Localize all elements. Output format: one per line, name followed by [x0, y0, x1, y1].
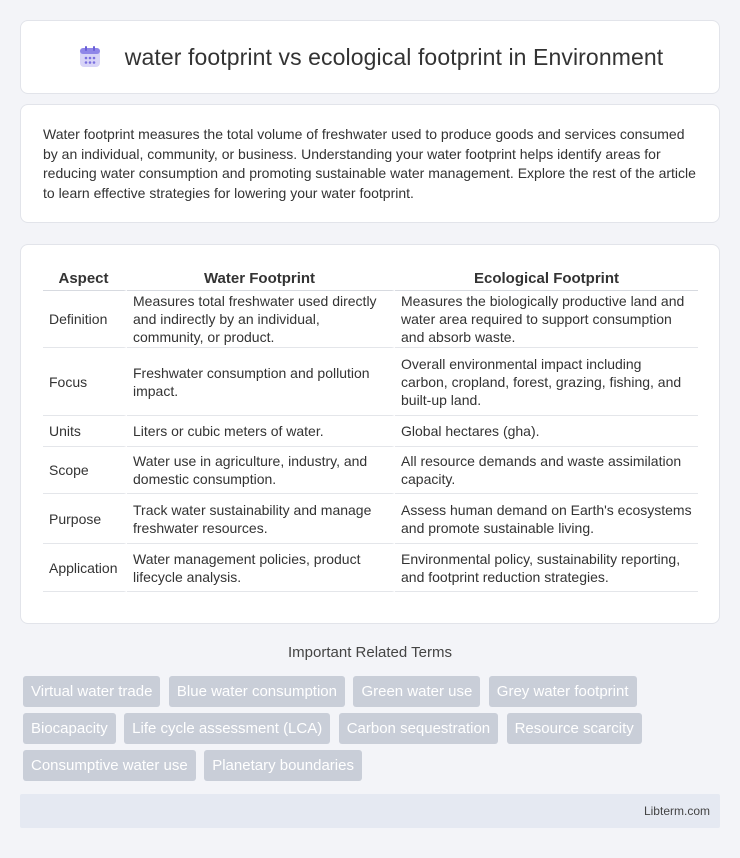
- related-tags: [23, 676, 723, 787]
- page-title: water footprint vs ecological footprint in Environment: [124, 43, 664, 70]
- intro-card: [20, 104, 720, 223]
- cell-eco: All resource demands and waste assimilation capacity.: [395, 447, 698, 494]
- cell-eco: Environmental policy, sustainability reporting, and footprint reduction strategies.: [395, 544, 698, 592]
- cell-aspect: Scope: [43, 447, 127, 494]
- cell-aspect: Application: [43, 544, 127, 592]
- table-row: [43, 544, 698, 592]
- tag-biocapacity[interactable]: Biocapacity: [23, 713, 116, 744]
- cell-aspect: Units: [43, 416, 127, 447]
- cell-eco: Assess human demand on Earth's ecosystems and promote sustainable living.: [395, 494, 698, 544]
- cell-water: Freshwater consumption and pollution impact.: [127, 348, 395, 416]
- tag-carbon-sequestration[interactable]: Carbon sequestration: [339, 713, 498, 744]
- cell-water: Measures total freshwater used directly and indirectly by an individual, community, or product.: [127, 291, 395, 348]
- table-row: [43, 291, 698, 348]
- tag-green-water-use[interactable]: Green water use: [353, 676, 480, 707]
- cell-eco: Overall environmental impact including carbon, cropland, forest, grazing, fishing, and built-up land.: [395, 348, 698, 416]
- table-row: [43, 416, 698, 447]
- tag-planetary-boundaries[interactable]: Planetary boundaries: [204, 750, 362, 781]
- table-row: [43, 494, 698, 544]
- table-row: [43, 348, 698, 416]
- cell-water: Track water sustainability and manage freshwater resources.: [127, 494, 395, 544]
- tag-grey-water-footprint[interactable]: Grey water footprint: [489, 676, 637, 707]
- cell-aspect: Purpose: [43, 494, 127, 544]
- calendar-icon: [77, 44, 103, 70]
- tag-blue-water-consumption[interactable]: Blue water consumption: [169, 676, 345, 707]
- comparison-card: [20, 244, 720, 624]
- footer: [20, 794, 720, 828]
- cell-aspect: Focus: [43, 348, 127, 416]
- cell-water: Liters or cubic meters of water.: [127, 416, 395, 447]
- cell-eco: Measures the biologically productive land and water area required to support consumption and absorb waste.: [395, 291, 698, 348]
- tag-consumptive-water-use[interactable]: Consumptive water use: [23, 750, 196, 781]
- footer-brand[interactable]: Libterm.com: [643, 804, 710, 818]
- related-terms-title: Important Related Terms: [288, 644, 452, 661]
- intro-text: Water footprint measures the total volume of freshwater used to produce goods and services consumed by an individual, community, or business. Understanding your water footprint helps identify areas for reducing water consumption and promoting sustainable water management. Explore the rest of the article to learn effective strategies for lowering your water footprint.: [43, 126, 696, 201]
- tag-virtual-water-trade[interactable]: Virtual water trade: [23, 676, 160, 707]
- table-row: [43, 447, 698, 494]
- header-water-footprint: Water Footprint: [127, 266, 395, 291]
- header-card: [20, 20, 720, 94]
- comparison-table: [43, 266, 698, 592]
- header-ecological-footprint: Ecological Footprint: [395, 266, 698, 291]
- cell-eco: Global hectares (gha).: [395, 416, 698, 447]
- tag-life-cycle-assessment[interactable]: Life cycle assessment (LCA): [124, 713, 330, 744]
- cell-water: Water management policies, product lifecycle analysis.: [127, 544, 395, 592]
- header-aspect: Aspect: [43, 266, 127, 291]
- cell-water: Water use in agriculture, industry, and domestic consumption.: [127, 447, 395, 494]
- cell-aspect: Definition: [43, 291, 127, 348]
- tag-resource-scarcity[interactable]: Resource scarcity: [507, 713, 642, 744]
